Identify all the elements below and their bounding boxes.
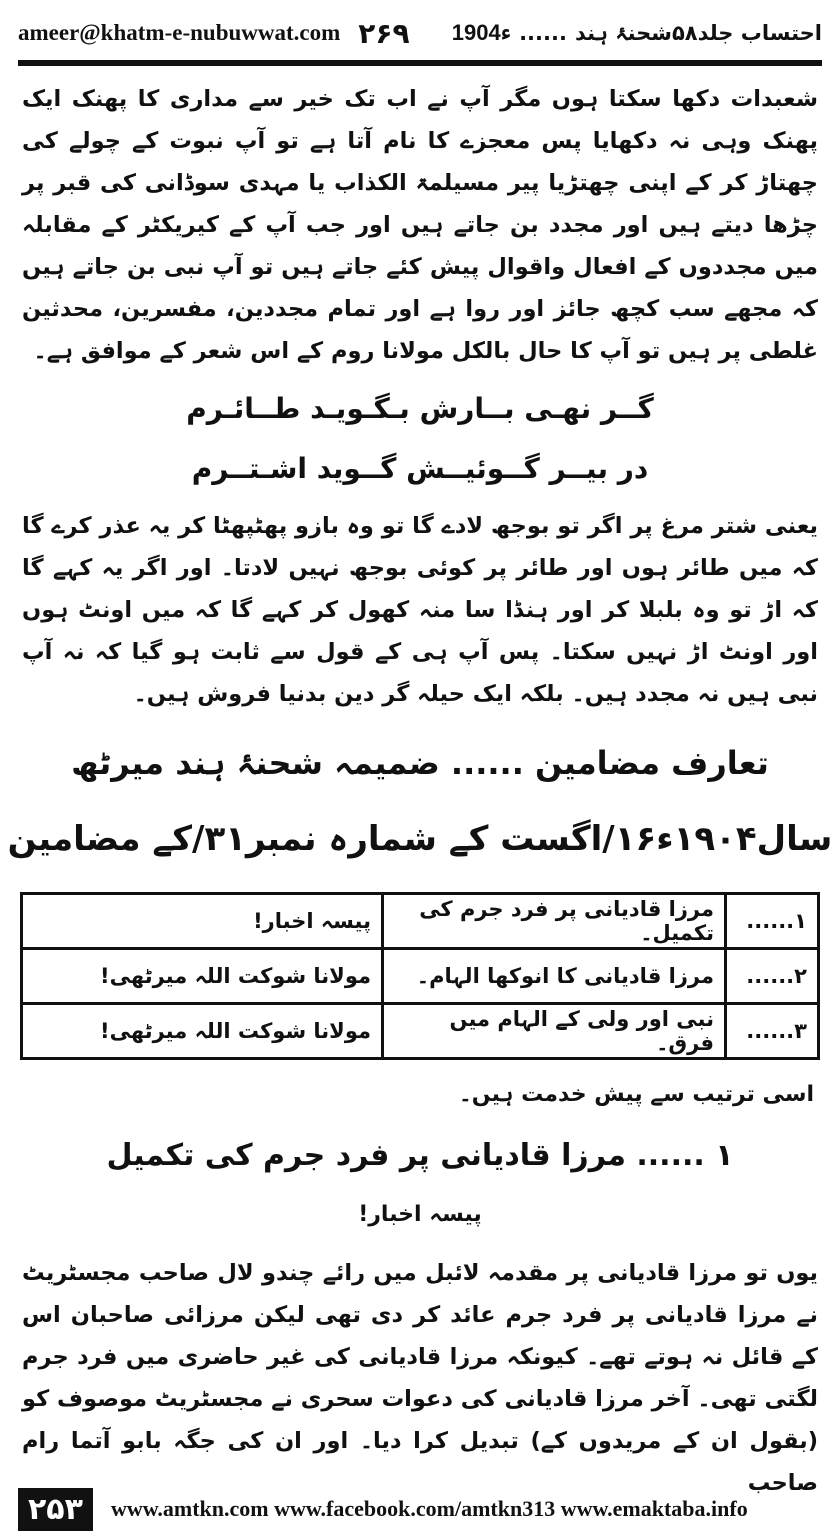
table-row — [22, 894, 819, 949]
table-row — [22, 949, 819, 1004]
header-page-number: ۲۶۹ — [358, 16, 410, 50]
toc-title: مرزا قادیانی کا انوکھا الہام۔ — [383, 949, 726, 1004]
page-footer — [0, 1478, 840, 1540]
table-row — [22, 1004, 819, 1059]
footer-links[interactable]: www.amtkn.com www.facebook.com/amtkn313 www.emaktaba.info — [110, 1496, 748, 1521]
toc-number: ۳...... — [726, 1004, 819, 1059]
header-email: ameer@khatm-e-nubuwwat.com — [18, 20, 341, 45]
header-title: احتساب جلد۵۸شحنۂ ہند — [574, 21, 822, 45]
article-heading: ۱ ...... مرزا قادیانی پر فرد جرم کی تکمیل — [106, 1138, 734, 1173]
header-right — [452, 20, 822, 46]
order-note: اسی ترتیب سے پیش خدمت ہیں۔ — [458, 1082, 814, 1107]
header-year: 1904ء — [451, 20, 512, 45]
toc-title: نبی اور ولی کے الہام میں فرق۔ — [383, 1004, 726, 1059]
toc-source: مولانا شوکت اللہ میرٹھی! — [22, 1004, 383, 1059]
header-left — [18, 17, 410, 50]
article-source: پیسہ اخبار! — [358, 1202, 482, 1227]
paragraph-explanation: یعنی شتر مرغ پر اگر تو بوجھ لادے گا تو وہ بازو پھٹپھٹا کر یہ عذر کرے گا کہ میں طائر ہوں اور طائر پر کوئی بوجھ نہیں لادتا۔ اور اگر یہ کہے گا کہ اڑ تو وہ بلبلا کر اور ہنڈا سا منہ کھول کر کہے گا کہ میں اونٹ ہوں اور اونٹ اڑ نہیں سکتا۔ پس آپ ہی کے قول سے ثابت ہو گیا کہ نہ آپ نبی ہیں نہ مجدد ہیں۔ بلکہ ایک حیلہ گر دین بدنیا فروش ہیں۔ — [22, 513, 818, 707]
paragraph-article: یوں تو مرزا قادیانی پر مقدمہ لائبل میں رائے چندو لال صاحب مجسٹریٹ نے مرزا قادیانی پر فرد جرم عائد کر دی تھی لیکن مرزائی صاحبان اس کے قائل نہ ہوتے تھے۔ کیونکہ مرزا قادیانی کی غیر حاضری میں فرد جرم لگتی تھی۔ آخر مرزا قادیانی کی دعوات سحری نے مجسٹریٹ موصوف کو (بقول ان کے مریدوں کے) تبدیل کرا دیا۔ اور ان کی جگہ بابو آتما رام صاحب — [22, 1260, 818, 1496]
toc-source: پیسہ اخبار! — [22, 894, 383, 949]
contents-table — [20, 892, 820, 1060]
couplet-line-1: گــر نهـی بــارش بـگـویـد طــائـرم — [186, 392, 654, 425]
toc-number: ۲...... — [726, 949, 819, 1004]
toc-number: ۱...... — [726, 894, 819, 949]
footer-page-number: ۲۵۳ — [18, 1488, 93, 1531]
section-subheading: سال۱۹۰۴ء۱۶/اگست کے شمارہ نمبر۳۱/کے مضامین — [7, 819, 833, 859]
header-separator: ...... — [519, 21, 567, 45]
page-header — [18, 10, 822, 56]
couplet-line-2: در بیــر گــوئیــش گــوید اشـتــرم — [191, 452, 649, 485]
toc-title: مرزا قادیانی پر فرد جرم کی تکمیل۔ — [383, 894, 726, 949]
header-divider — [18, 60, 822, 66]
toc-source: مولانا شوکت اللہ میرٹھی! — [22, 949, 383, 1004]
paragraph-intro: شعبدات دکھا سکتا ہوں مگر آپ نے اب تک خیر سے مداری کا پھنک ایک پھنک وہی نہ دکھایا پس معجزے کا نام آتا ہے تو آپ نبوت کے چولے کی چھتاڑ کر کے اپنی چھتڑیا پیر مسیلمۃ الکذاب یا مہدی سوڈانی کی قبر پر چڑھا دیتے ہیں اور مجدد بن جاتے ہیں اور جب آپ کے کیریکٹر کے مقابلہ میں مجددوں کے افعال واقوال پیش کئے جاتے ہیں تو آپ نبی بن جاتے ہیں کہ مجھے سب کچھ جائز اور روا ہے اور تمام مجددین، مفسرین، محدثین غلطی پر ہیں تو آپ کا حال بالکل مولانا روم کے اس شعر کے موافق ہے۔ — [22, 86, 818, 364]
section-heading: تعارف مضامین ...... ضمیمہ شحنۂ ہند میرٹھ — [71, 744, 769, 782]
